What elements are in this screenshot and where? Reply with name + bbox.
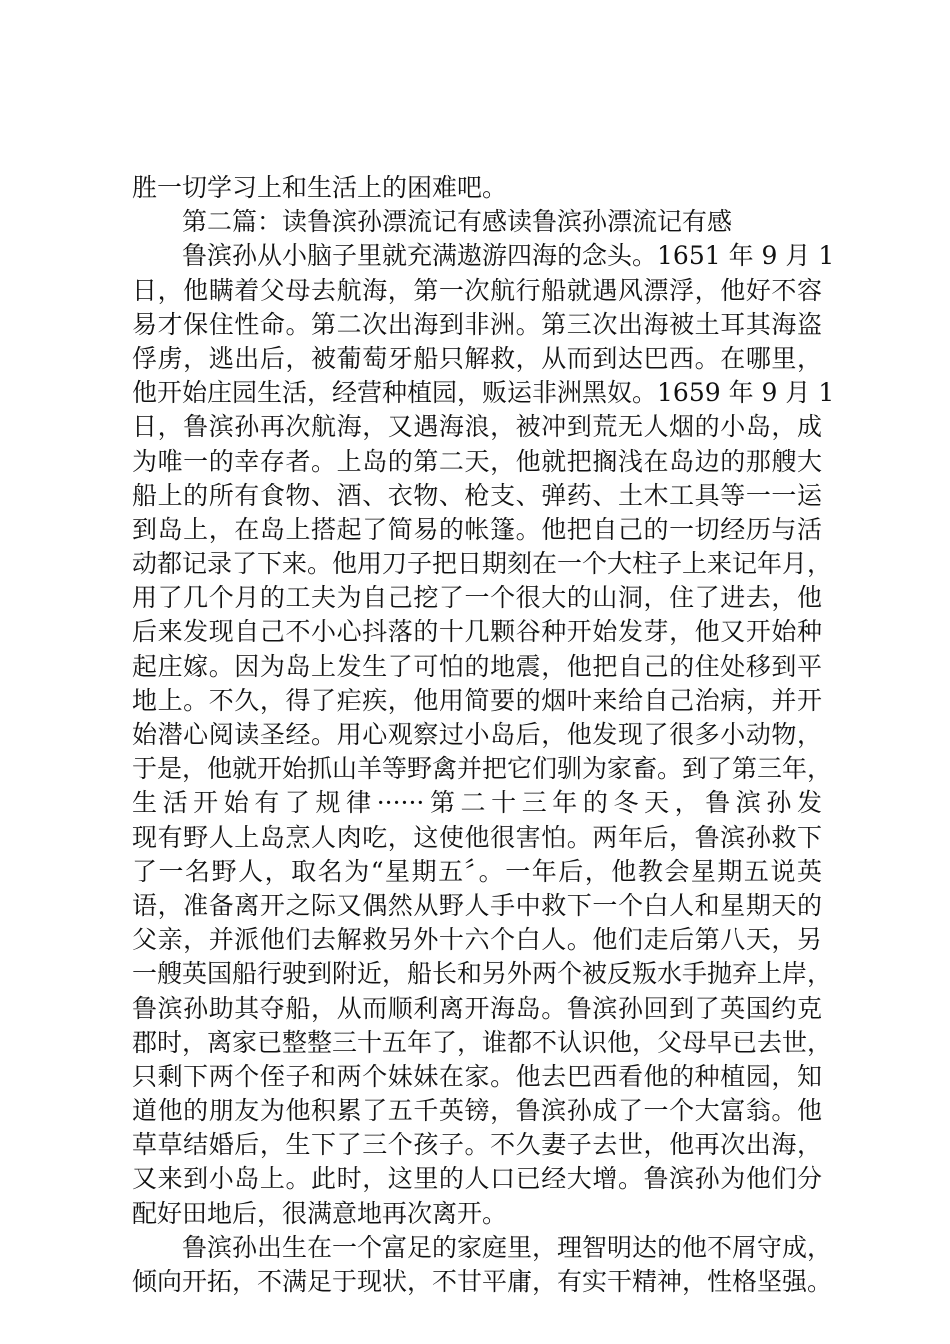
text-line: 为唯一的幸存者。上岛的第二天，他就把搁浅在岛边的那艘大: [132, 446, 822, 476]
text-line: 了一名野人，取名为“星期五〞。一年后，他教会星期五说英: [132, 856, 822, 886]
text-line: 配好田地后，很满意地再次离开。: [132, 1198, 508, 1228]
text-line: 生活开始有了规律······第二十三年的冬天，鲁滨孙发: [132, 788, 822, 818]
text-line: 鲁滨孙出生在一个富足的家庭里，理智明达的他不屑守成，: [182, 1232, 833, 1262]
text-line: 鲁滨孙助其夺船，从而顺利离开海岛。鲁滨孙回到了英国约克: [132, 993, 822, 1023]
text-line: 易才保住性命。第二次出海到非洲。第三次出海被土耳其海盗: [132, 309, 822, 339]
text-line: 父亲，并派他们去解救另外十六个白人。他们走后第八天，另: [132, 925, 822, 955]
text-line: 第二篇：读鲁滨孙漂流记有感读鲁滨孙漂流记有感: [182, 207, 733, 237]
text-line: 到岛上，在岛上搭起了简易的帐篷。他把自己的一切经历与活: [132, 514, 822, 544]
text-line: 日，鲁滨孙再次航海，又遇海浪，被冲到荒无人烟的小岛，成: [132, 412, 822, 442]
text-line: 现有野人上岛烹人肉吃，这使他很害怕。两年后，鲁滨孙救下: [132, 822, 822, 852]
text-line: 船上的所有食物、酒、衣物、枪支、弹药、土木工具等一一运: [132, 480, 822, 510]
text-line: 道他的朋友为他积累了五千英镑，鲁滨孙成了一个大富翁。他: [132, 1096, 822, 1126]
text-line: 地上。不久，得了疟疾，他用简要的烟叶来给自己治病，并开: [132, 685, 822, 715]
text-line: 后来发现自己不小心抖落的十几颗谷种开始发芽，他又开始种: [132, 617, 822, 647]
text-line: 鲁滨孙从小脑子里就充满遨游四海的念头。1651 年 9 月 1: [182, 241, 835, 271]
text-line: 又来到小岛上。此时，这里的人口已经大增。鲁滨孙为他们分: [132, 1164, 822, 1194]
text-line: 只剩下两个侄子和两个妹妹在家。他去巴西看他的种植园，知: [132, 1061, 822, 1091]
text-line: 语，准备离开之际又偶然从野人手中救下一个白人和星期天的: [132, 890, 822, 920]
text-line: 始潜心阅读圣经。用心观察过小岛后，他发现了很多小动物，: [132, 720, 822, 749]
text-line: 用了几个月的工夫为自己挖了一个很大的山洞，住了进去，他: [132, 583, 822, 613]
text-line: 倾向开拓，不满足于现状，不甘平庸，有实干精神，性格坚强。: [132, 1267, 833, 1296]
text-line: 一艘英国船行驶到附近，船长和另外两个被反叛水手抛弃上岸，: [132, 959, 833, 989]
text-line: 起庄嫁。因为岛上发生了可怕的地震，他把自己的住处移到平: [132, 651, 822, 681]
text-line: 日，他瞒着父母去航海，第一次航行船就遇风漂浮，他好不容: [132, 275, 822, 305]
text-line: 于是，他就开始抓山羊等野禽并把它们驯为家畜。到了第三年，: [132, 754, 833, 784]
text-line: 他开始庄园生活，经营种植园，贩运非洲黑奴。1659 年 9 月 1: [132, 378, 835, 408]
document-body: [132, 171, 835, 1299]
text-line: 胜一切学习上和生活上的困难吧。: [132, 173, 508, 202]
text-line: 郡时，离家已整整三十五年了，谁都不认识他，父母早已去世，: [132, 1027, 833, 1057]
text-line: 动都记录了下来。他用刀子把日期刻在一个大柱子上来记年月，: [132, 549, 833, 579]
text-line: 俘虏，逃出后，被葡萄牙船只解救，从而到达巴西。在哪里，: [132, 343, 822, 373]
text-line: 草草结婚后，生下了三个孩子。不久妻子去世，他再次出海，: [132, 1130, 822, 1160]
